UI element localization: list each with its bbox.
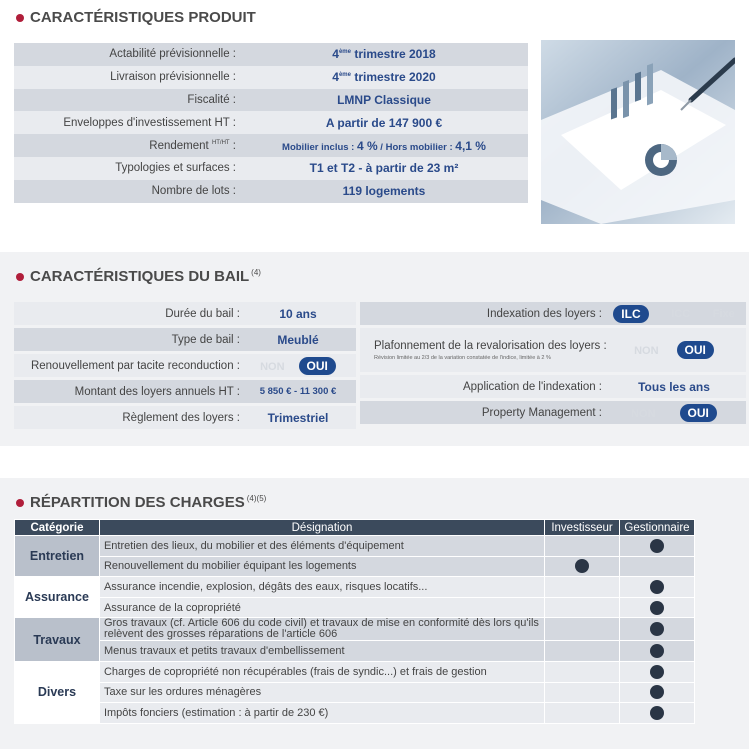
- product-row: [14, 111, 528, 134]
- investor-cell: [545, 641, 620, 662]
- charges-title-text: RÉPARTITION DES CHARGES: [30, 494, 245, 511]
- row-label: [14, 140, 240, 152]
- checked-dot-icon: [575, 559, 589, 573]
- row-value: Trimestriel: [267, 410, 329, 425]
- row-value: 5 850 € - 11 300 €: [259, 386, 337, 397]
- charges-section-title: [16, 494, 266, 511]
- row-label: Durée du bail :: [165, 307, 240, 320]
- designation-cell: Assurance de la copropriété: [99, 597, 544, 618]
- manager-cell: [619, 556, 694, 577]
- category-cell: Assurance: [15, 577, 100, 618]
- product-row: [14, 66, 528, 89]
- investor-cell: [545, 618, 620, 641]
- designation-cell: Taxe sur les ordures ménagères: [99, 682, 544, 703]
- bail-right-column: [360, 302, 746, 427]
- option-non: NON: [634, 345, 659, 357]
- row-value: Meublé: [277, 332, 319, 347]
- manager-cell: [619, 597, 694, 618]
- bail-row: [14, 328, 356, 351]
- checked-dot-icon: [650, 644, 664, 658]
- checked-dot-icon: [650, 601, 664, 615]
- label-sup: HT/HT: [211, 139, 230, 146]
- manager-cell: [619, 641, 694, 662]
- title-sup: (4): [251, 268, 261, 277]
- designation-cell: Assurance incendie, explosion, dégâts des eaux, risques locatifs...: [99, 577, 544, 598]
- designation-cell: Renouvellement du mobilier équipant les logements: [99, 556, 544, 577]
- photo-illustration: [541, 40, 735, 224]
- value-sup: ème: [338, 49, 351, 56]
- row-value: 119 logements: [342, 184, 426, 199]
- checked-dot-icon: [650, 622, 664, 636]
- row-value: [240, 47, 528, 61]
- bail-title-text: CARACTÉRISTIQUES DU BAIL: [30, 268, 250, 285]
- value-prefix: 4: [332, 47, 339, 62]
- row-label: Typologies et surfaces :: [115, 162, 236, 175]
- product-row: [14, 43, 528, 66]
- table-row: [15, 556, 695, 577]
- row-label: Règlement des loyers :: [122, 411, 240, 424]
- checked-dot-icon: [650, 539, 664, 553]
- designation-cell: Impôts fonciers (estimation : à partir de 230 €): [99, 703, 544, 724]
- value-text: trimestre 2018: [350, 47, 436, 62]
- bullet-dot-icon: [16, 499, 24, 507]
- charges-table: [14, 519, 695, 724]
- row-label: Property Management :: [481, 406, 602, 419]
- row-label: Enveloppes d'investissement HT :: [63, 116, 236, 129]
- row-label: Montant des loyers annuels HT :: [74, 385, 240, 398]
- row-value: [240, 357, 356, 375]
- designation-cell: Charges de copropriété non récupérables (frais de syndic...) et frais de gestion: [99, 661, 544, 682]
- bail-section-title: [16, 268, 261, 285]
- bullet-dot-icon: [16, 14, 24, 22]
- bail-row: [360, 401, 746, 424]
- row-label: Renouvellement par tacite reconduction :: [30, 359, 240, 372]
- checked-dot-icon: [650, 665, 664, 679]
- row-value: LMNP Classique: [337, 92, 431, 107]
- investor-cell: [545, 661, 620, 682]
- category-cell: Divers: [15, 661, 100, 723]
- bail-row: [360, 302, 746, 325]
- table-row: [15, 536, 695, 557]
- row-label: [360, 339, 607, 361]
- row-value: [602, 305, 746, 323]
- product-section-title: [16, 9, 256, 26]
- option-fixe: Fixe: [712, 307, 735, 320]
- row-label: Indexation des loyers :: [486, 307, 602, 320]
- row-label: Application de l'indexation :: [462, 380, 602, 393]
- option-oui-selected: OUI: [299, 357, 336, 375]
- value-sup: ème: [338, 72, 351, 79]
- row-value: T1 et T2 - à partir de 23 m²: [309, 161, 459, 176]
- row-value: [240, 139, 528, 153]
- option-oui-selected: OUI: [680, 404, 717, 422]
- bail-row: [360, 375, 746, 398]
- row-value: Tous les ans: [638, 379, 710, 394]
- option-ilc-selected: ILC: [613, 305, 648, 323]
- manager-cell: [619, 703, 694, 724]
- investor-cell: [545, 556, 620, 577]
- row-value: [602, 404, 746, 422]
- designation-cell: Gros travaux (cf. Article 606 du code civil) et travaux de mise en conformité dès lors qu'ils relèvent des grosses réparations de l'article 606: [99, 618, 544, 641]
- investor-cell: [545, 577, 620, 598]
- value-part: / Hors mobilier :: [377, 141, 456, 153]
- row-value: 10 ans: [279, 306, 317, 321]
- product-row: [14, 134, 528, 157]
- table-row: [15, 597, 695, 618]
- label-suffix: :: [229, 139, 236, 152]
- table-header-row: [15, 520, 695, 536]
- label-text: Plafonnement de la revalorisation des loyers :: [374, 339, 607, 352]
- investor-cell: [545, 536, 620, 557]
- row-label: Fiscalité :: [187, 93, 236, 106]
- option-non: NON: [631, 407, 656, 420]
- bail-row: [14, 354, 356, 377]
- product-row: [14, 89, 528, 112]
- bail-row: [14, 380, 356, 403]
- investor-cell: [545, 597, 620, 618]
- investor-cell: [545, 682, 620, 703]
- row-value: [240, 70, 528, 84]
- checked-dot-icon: [650, 685, 664, 699]
- investor-cell: [545, 703, 620, 724]
- bail-left-column: [14, 302, 356, 432]
- table-row: [15, 641, 695, 662]
- manager-cell: [619, 536, 694, 557]
- designation-cell: Menus travaux et petits travaux d'embellissement: [99, 641, 544, 662]
- row-value: A partir de 147 900 €: [325, 115, 443, 130]
- row-label: Nombre de lots :: [151, 185, 236, 198]
- value-text: trimestre 2020: [350, 70, 436, 85]
- option-oui-selected: OUI: [677, 341, 714, 359]
- header-category: Catégorie: [15, 520, 100, 536]
- product-table: [14, 43, 528, 203]
- row-value: [602, 341, 746, 359]
- checked-dot-icon: [650, 580, 664, 594]
- row-note: Révision limitée au 2/3 de la variation constatée de l'indice, limitée à 2 %: [374, 354, 551, 361]
- value-part: 4,1 %: [455, 138, 486, 153]
- manager-cell: [619, 682, 694, 703]
- manager-cell: [619, 661, 694, 682]
- designation-cell: Entretien des lieux, du mobilier et des éléments d'équipement: [99, 536, 544, 557]
- value-part: Mobilier inclus :: [282, 141, 357, 153]
- row-label: Actabilité prévisionnelle :: [109, 48, 236, 61]
- table-row: [15, 661, 695, 682]
- product-row: [14, 157, 528, 180]
- header-investor: Investisseur: [545, 520, 620, 536]
- bullet-dot-icon: [16, 273, 24, 281]
- label-text: Rendement: [149, 139, 209, 152]
- row-label: Type de bail :: [171, 333, 240, 346]
- table-row: [15, 618, 695, 641]
- table-row: [15, 577, 695, 598]
- category-cell: Travaux: [15, 618, 100, 662]
- option-non: NON: [260, 360, 285, 373]
- bail-row: [14, 406, 356, 429]
- header-manager: Gestionnaire: [619, 520, 694, 536]
- bail-row: [14, 302, 356, 325]
- header-designation: Désignation: [99, 520, 544, 536]
- checked-dot-icon: [650, 706, 664, 720]
- title-sup: (4)(5): [246, 494, 267, 503]
- table-row: [15, 682, 695, 703]
- table-row: [15, 703, 695, 724]
- value-prefix: 4: [332, 70, 339, 85]
- product-title-text: CARACTÉRISTIQUES PRODUIT: [30, 9, 256, 26]
- manager-cell: [619, 618, 694, 641]
- value-part: 4 %: [356, 138, 378, 153]
- chart-document-photo: [541, 40, 735, 224]
- category-cell: Entretien: [15, 536, 100, 577]
- bail-row: [360, 328, 746, 372]
- product-row: [14, 180, 528, 203]
- row-label: Livraison prévisionnelle :: [110, 71, 236, 84]
- manager-cell: [619, 577, 694, 598]
- option-icc: ICC: [671, 307, 691, 320]
